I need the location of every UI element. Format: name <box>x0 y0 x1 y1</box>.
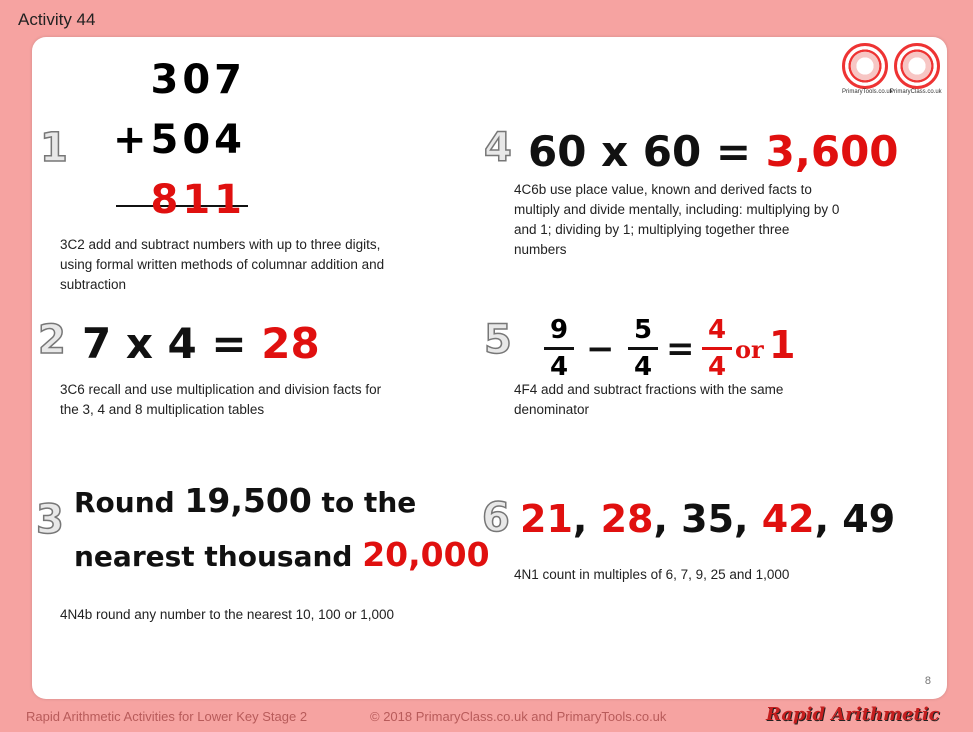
question-number-5: 5 <box>484 317 512 363</box>
slide <box>32 37 947 699</box>
question-2: 7 x 4 = 28 <box>82 319 320 368</box>
minus-sign: − <box>586 329 615 369</box>
question-6: 21, 28, 35, 42, 49 <box>520 497 896 541</box>
objective-2: 3C6 recall and use multiplication and division facts for the 3, 4 and 8 multiplication tables <box>60 382 382 417</box>
activity-title: Activity 44 <box>18 10 96 29</box>
answer-5-whole: 1 <box>769 323 796 367</box>
fraction-2: 5 4 <box>628 315 658 382</box>
rapid-arithmetic-logo: Rapid Arithmetic <box>766 704 940 725</box>
equals-sign: = <box>666 329 695 369</box>
primarytools-logo-icon <box>842 43 888 89</box>
objective-3: 4N4b round any number to the nearest 10, 100 or 1,000 <box>60 607 394 622</box>
footer-right: © 2018 PrimaryClass.co.uk and PrimaryTools.co.uk <box>370 709 667 724</box>
question-number-1: 1 <box>40 125 68 171</box>
question-4: 60 x 60 = 3,600 <box>528 127 899 176</box>
logo-caption-right: PrimaryClass.co.uk <box>890 89 942 95</box>
fraction-1: 9 4 <box>544 315 574 382</box>
footer-left: Rapid Arithmetic Activities for Lower Key Stage 2 <box>26 709 308 724</box>
answer-1: 811 <box>150 177 246 223</box>
addend-bottom: +504 <box>112 117 246 163</box>
answer-4: 3,600 <box>765 127 899 176</box>
question-number-2: 2 <box>38 317 66 363</box>
page-number: 8 <box>924 675 931 687</box>
addend-top: 307 <box>150 57 246 103</box>
answer-5-fraction: 4 4 <box>702 315 732 382</box>
question-3-line-1: Round 19,500 to the <box>74 481 417 520</box>
objective-5: 4F4 add and subtract fractions with the same denominator <box>514 382 784 417</box>
primaryclass-logo-icon <box>894 43 940 89</box>
question-3-line-2: nearest thousand 20,000 <box>74 535 490 574</box>
question-number-3: 3 <box>36 497 64 543</box>
question-number-6: 6 <box>482 495 510 541</box>
logo-caption-left: PrimaryTools.co.uk <box>842 89 893 95</box>
objective-4: 4C6b use place value, known and derived facts to multiply and divide mentally, including: multiplying by 0 and 1; dividing by 1; multiplying together three numbers <box>514 182 840 257</box>
answer-3: 20,000 <box>362 535 490 574</box>
answer-2: 28 <box>261 319 320 368</box>
question-number-4: 4 <box>484 125 512 171</box>
objective-1: 3C2 add and subtract numbers with up to three digits, using formal written methods of columnar addition and subtraction <box>60 237 385 292</box>
or-word: or <box>735 335 764 364</box>
objective-6: 4N1 count in multiples of 6, 7, 9, 25 and 1,000 <box>514 567 790 582</box>
